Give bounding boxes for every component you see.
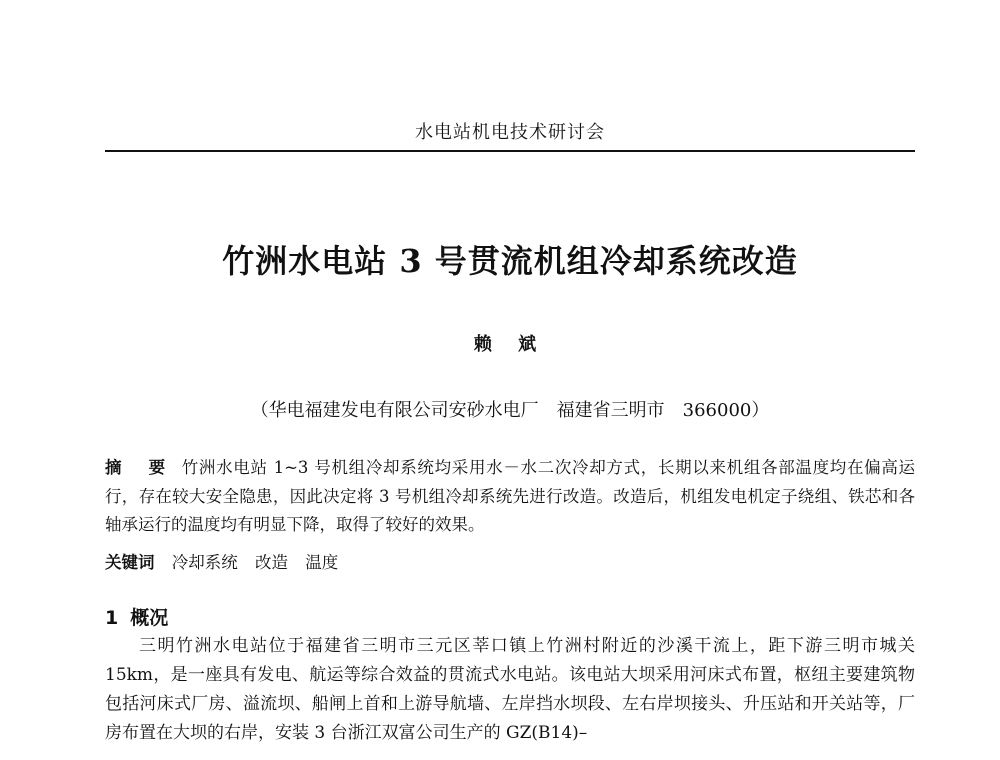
abstract [105, 454, 915, 540]
keyword-item: 温度 [305, 553, 339, 572]
running-head: 水电站机电技术研讨会 [415, 122, 605, 143]
author-affiliation: （华电福建发电有限公司安砂水电厂 福建省三明市 366000） [250, 400, 770, 421]
paper-title: 竹洲水电站 3 号贯流机组冷却系统改造 [222, 242, 798, 280]
abstract-text: 竹洲水电站 1~3 号机组冷却系统均采用水－水二次冷却方式，长期以来机组各部温度均在偏高运行，存在较大安全隐患，因此决定将 3 号机组冷却系统先进行改造。改造后，机组发电机定子绕组、铁芯和各轴承运行的温度均有明显下降，取得了较好的效果。 [105, 458, 916, 534]
header-rule [105, 150, 915, 152]
keywords-label: 关键词 [105, 553, 155, 572]
section-heading [105, 603, 168, 630]
abstract-label: 摘 要 [105, 458, 176, 477]
keywords [105, 549, 915, 578]
author-name: 赖 斌 [473, 334, 547, 355]
section-number: 1 [105, 607, 119, 629]
section-paragraph: 三明竹洲水电站位于福建省三明市三元区莘口镇上竹洲村附近的沙溪干流上，距下游三明市城关 15km，是一座具有发电、航运等综合效益的贯流式水电站。该电站大坝采用河床式布置，枢纽主要建筑物包括河床式厂房、溢流坝、船闸上首和上游导航墙、左岸挡水坝段、左右岸坝接头、升压站和开关站等，厂房布置在大坝的右岸，安装 3 台浙江双富公司生产的 GZ(B14)– [105, 636, 915, 743]
section-title: 概况 [130, 607, 169, 629]
keyword-item: 冷却系统 [171, 553, 238, 572]
keyword-item: 改造 [255, 553, 288, 572]
